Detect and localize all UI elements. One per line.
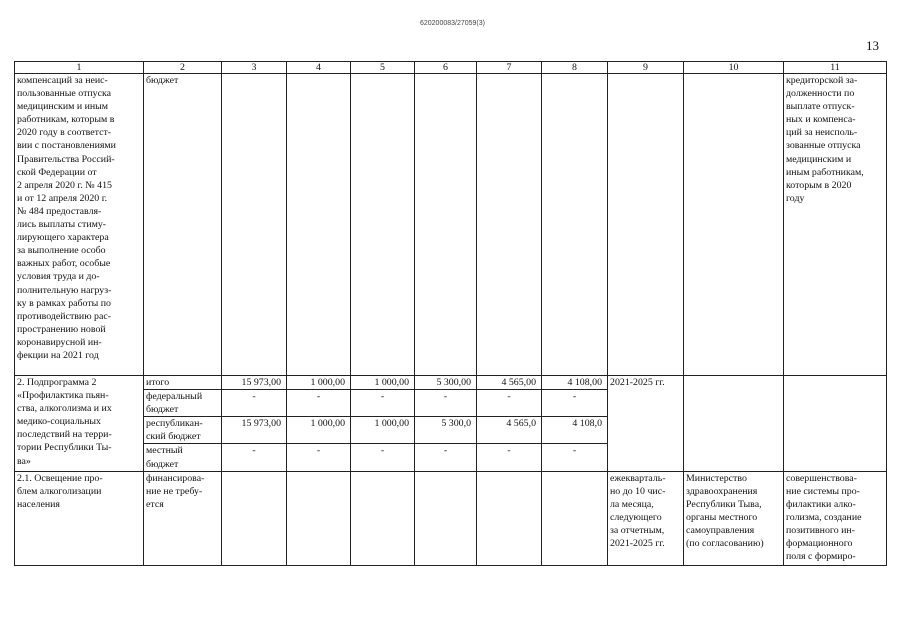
- value-cell: -: [222, 390, 287, 417]
- subprogram-title: 2. Подпрограмма 2 «Профилактика пьян- ства, алкоголизма и их медико-социальных последствий на терри- тории Республики Ты- ва»: [15, 376, 144, 472]
- header-row: [15, 62, 887, 74]
- funding-source: местный бюджет: [144, 444, 222, 471]
- measure-description: компенсаций за неис- пользованные отпуска медицинским и иным работникам, которым в 2020 году в соответст- вии с постановлениями Правительства Россий- ской Федерации от 2 апреля 2020 г. № 415 и от 12 апреля 2020 г. № 484 предоставля- лись выплаты стиму- лирующего характера за выполнение особо важных работ, особые условия труда и до- полнительную нагруз- ку в рамках работы по противодействию рас- пространению новой коронавирусной ин- фекции на 2021 год: [15, 74, 144, 376]
- value-cell: 1 000,00: [287, 376, 351, 390]
- deadline-cell: ежекварталь- но до 10 чис- ла месяца, следующего за отчетным, 2021-2025 гг.: [608, 471, 684, 565]
- value-cell: 4 565,0: [477, 417, 542, 444]
- value-cell: -: [415, 444, 477, 471]
- value-cell: 1 000,00: [351, 376, 415, 390]
- value-cell: 5 300,0: [415, 417, 477, 444]
- value-cell: -: [287, 444, 351, 471]
- header-cell: 2: [144, 62, 222, 74]
- header-cell: 5: [351, 62, 415, 74]
- value-cell: -: [477, 444, 542, 471]
- header-cell: 11: [784, 62, 887, 74]
- responsible-cell: Министерство здравоохранения Республики Тыва, органы местного самоуправления (по согласованию): [684, 471, 784, 565]
- measure-description: 2.1. Освещение про- блем алкоголизации населения: [15, 471, 144, 565]
- value-cell: -: [351, 444, 415, 471]
- document-id: 620200083/27059(3): [419, 20, 485, 27]
- expected-result: совершенствова- ние системы про- филактики алко- голизма, создание позитивного ин- формационного поля с формиро-: [784, 471, 887, 565]
- table-row-subprogram-total: [15, 376, 887, 390]
- value-cell: 5 300,00: [415, 376, 477, 390]
- header-cell: 4: [287, 62, 351, 74]
- value-cell: -: [542, 390, 608, 417]
- header-cell: 6: [415, 62, 477, 74]
- header-cell: 8: [542, 62, 608, 74]
- value-cell: 15 973,00: [222, 376, 287, 390]
- program-table: [14, 61, 887, 566]
- header-cell: 10: [684, 62, 784, 74]
- funding-source: бюджет: [144, 74, 222, 376]
- value-cell: -: [542, 444, 608, 471]
- value-cell: 4 108,00: [542, 376, 608, 390]
- value-cell: -: [415, 390, 477, 417]
- value-cell: -: [222, 444, 287, 471]
- page-number: 13: [866, 38, 879, 53]
- header-cell: 1: [15, 62, 144, 74]
- funding-source: республикан- ский бюджет: [144, 417, 222, 444]
- value-cell: -: [351, 390, 415, 417]
- value-cell: 4 108,0: [542, 417, 608, 444]
- header-cell: 9: [608, 62, 684, 74]
- table-row-compensation: [15, 74, 887, 376]
- value-cell: 4 565,00: [477, 376, 542, 390]
- period-cell: 2021-2025 гг.: [608, 376, 684, 472]
- value-cell: 15 973,00: [222, 417, 287, 444]
- value-cell: -: [477, 390, 542, 417]
- value-cell: -: [287, 390, 351, 417]
- funding-source: федеральный бюджет: [144, 390, 222, 417]
- expected-result: кредиторской за- долженности по выплате отпуск- ных и компенса- ций за неисполь- зованные отпуска медицинским и иным работникам, которым в 2020 году: [784, 74, 887, 376]
- value-cell: 1 000,00: [287, 417, 351, 444]
- funding-source: финансирова- ние не требу- ется: [144, 471, 222, 565]
- header-cell: 3: [222, 62, 287, 74]
- value-cell: 1 000,00: [351, 417, 415, 444]
- funding-source: итого: [144, 376, 222, 390]
- table-row-alcohol-awareness: [15, 471, 887, 565]
- header-cell: 7: [477, 62, 542, 74]
